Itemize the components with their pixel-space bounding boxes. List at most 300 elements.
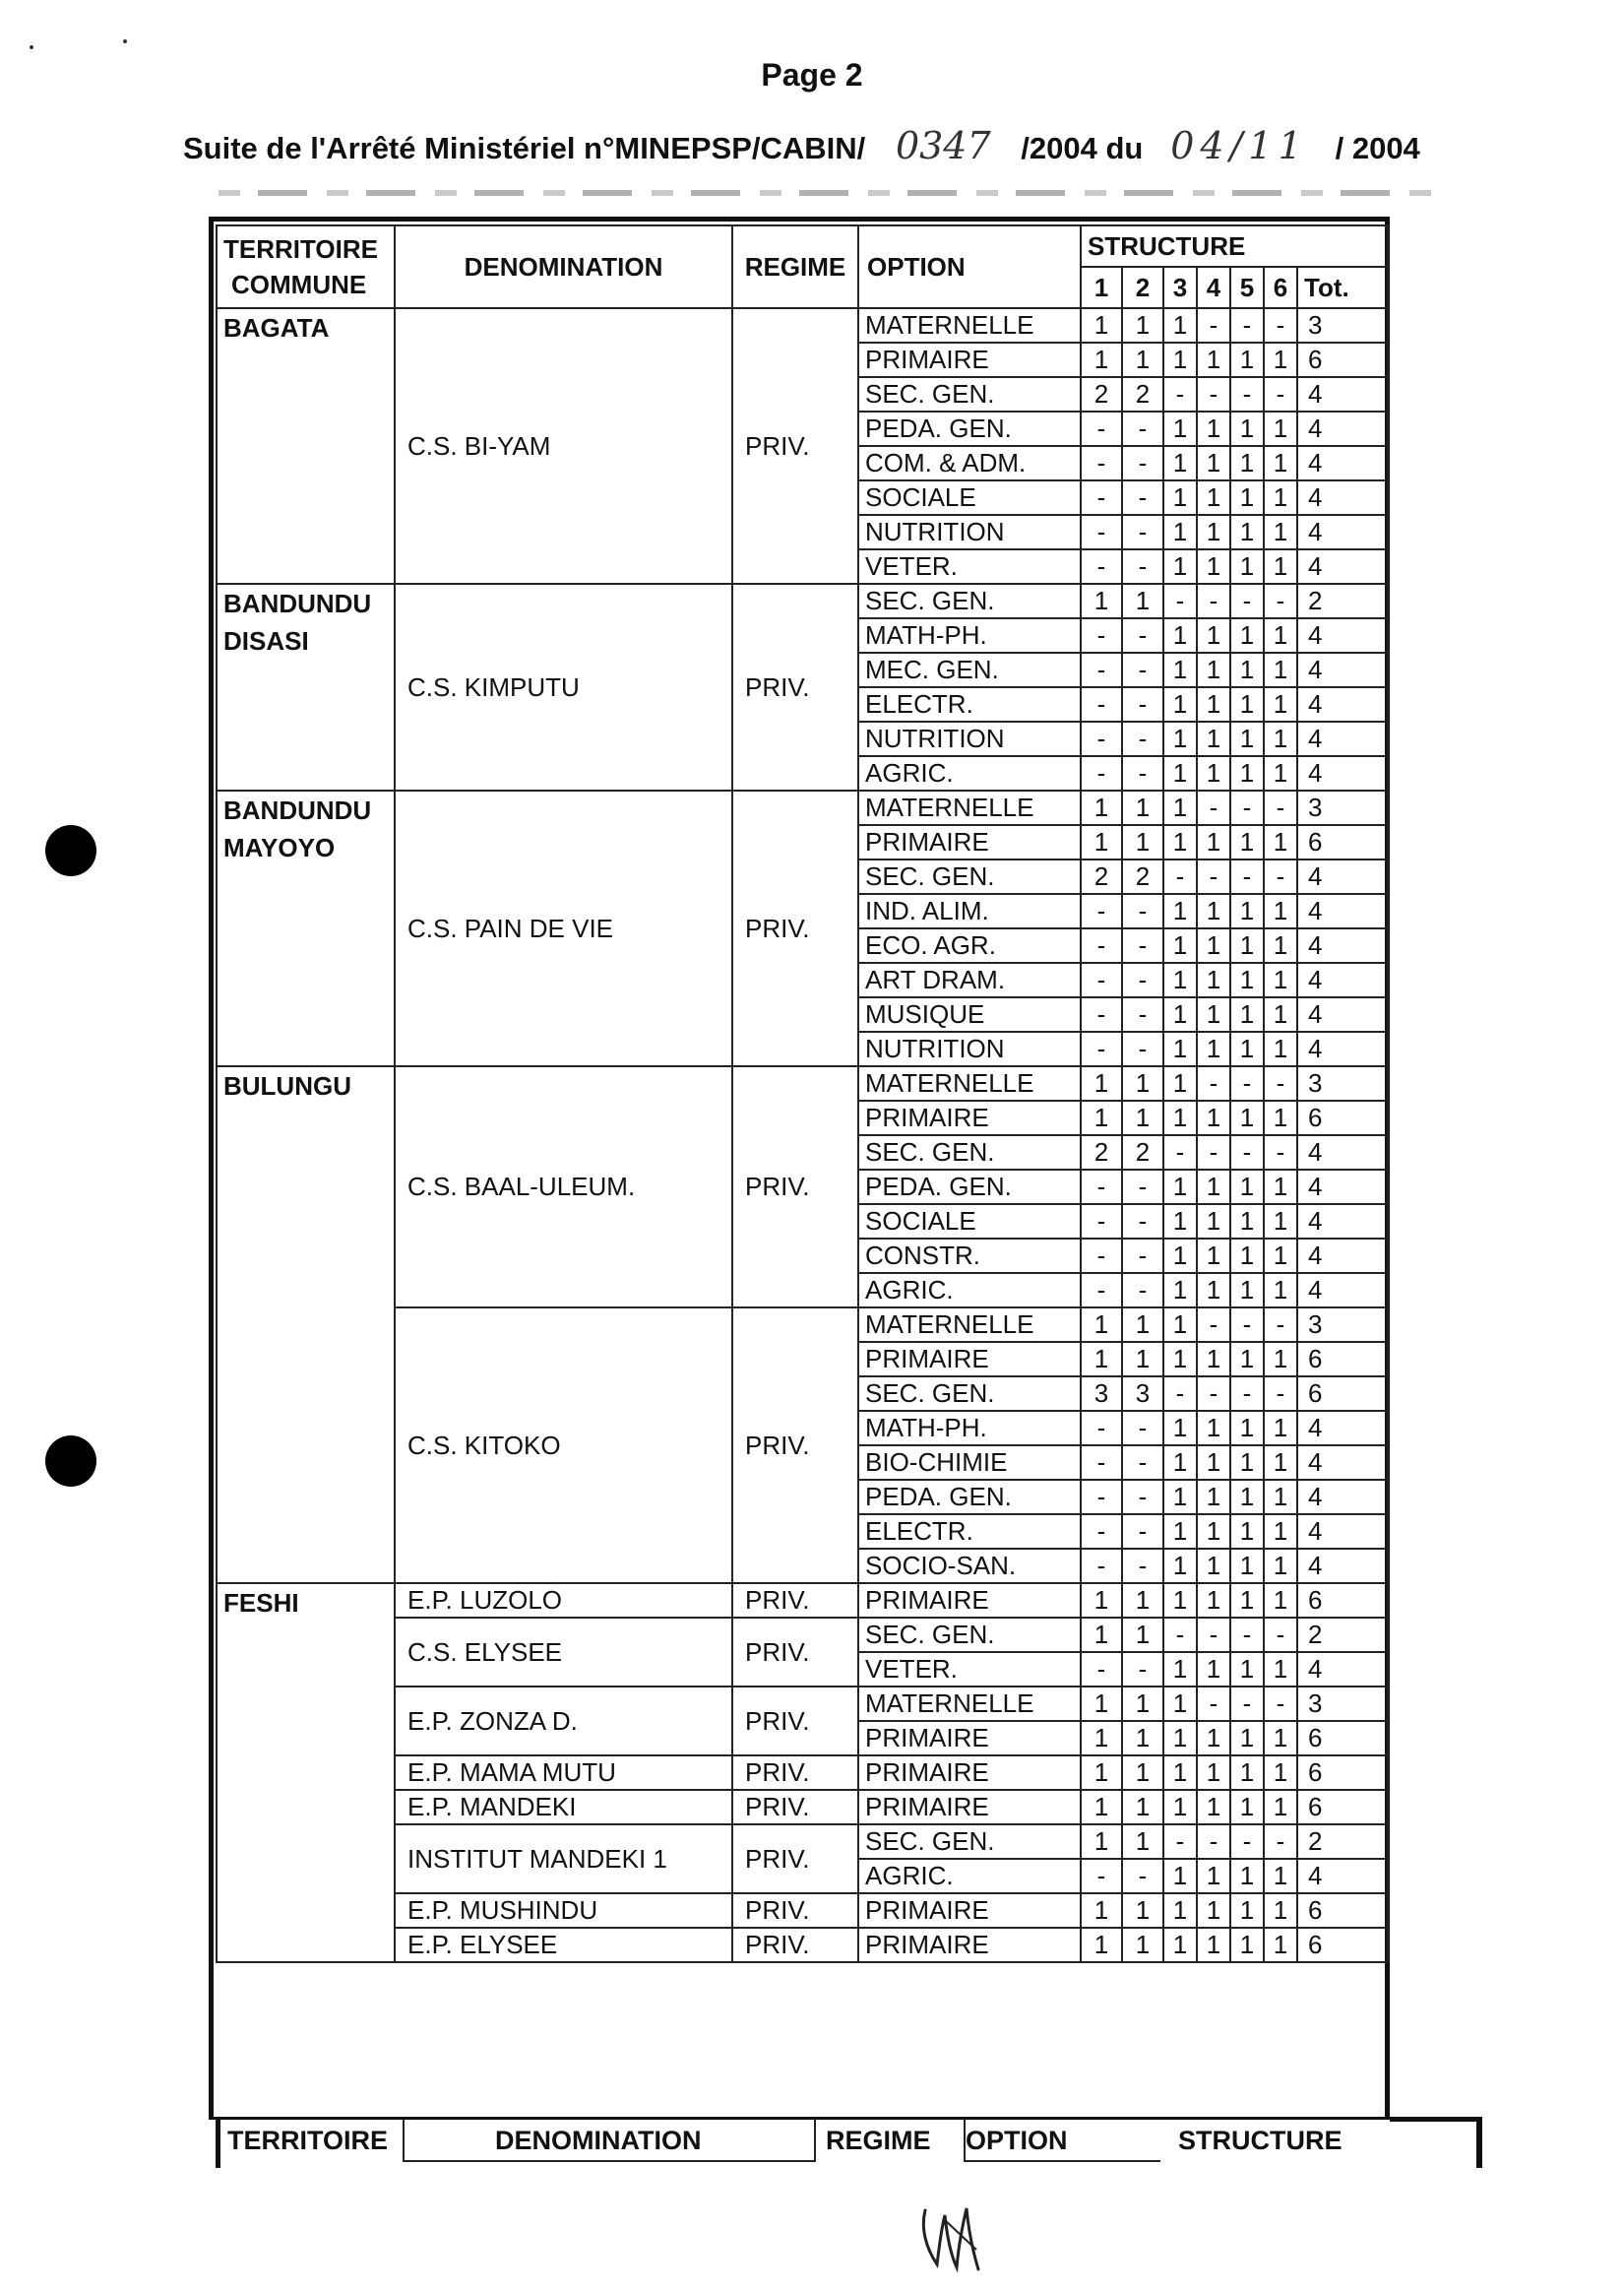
cell-level-6: 1 <box>1264 687 1297 722</box>
cell-level-6: - <box>1264 1376 1297 1411</box>
cell-total: 6 <box>1297 1755 1388 1790</box>
cell-level-2: - <box>1122 549 1163 584</box>
cell-level-3: 1 <box>1163 1790 1197 1824</box>
cell-option: SEC. GEN. <box>858 1618 1081 1652</box>
date-separator: / <box>1229 124 1249 167</box>
cell-total: 4 <box>1297 1514 1388 1549</box>
cell-level-6: 1 <box>1264 515 1297 549</box>
cell-level-6: 1 <box>1264 825 1297 860</box>
cell-level-6: 1 <box>1264 343 1297 377</box>
cell-regime: PRIV. <box>732 1307 858 1583</box>
header-territoire-commune <box>217 225 395 308</box>
cell-level-5: - <box>1230 1376 1264 1411</box>
cell-level-3: 1 <box>1163 1032 1197 1066</box>
cell-level-2: 1 <box>1122 1307 1163 1342</box>
cell-option: MATH-PH. <box>858 1411 1081 1445</box>
cell-level-5: - <box>1230 584 1264 618</box>
cell-level-3: 1 <box>1163 480 1197 515</box>
cell-denomination: C.S. ELYSEE <box>395 1618 732 1687</box>
cell-level-5: 1 <box>1230 928 1264 963</box>
cell-regime: PRIV. <box>732 308 858 584</box>
cell-level-4: 1 <box>1197 825 1230 860</box>
cell-level-3: 1 <box>1163 1480 1197 1514</box>
cell-level-1: 2 <box>1081 860 1122 894</box>
cell-regime: PRIV. <box>732 1893 858 1928</box>
cell-total: 6 <box>1297 1101 1388 1135</box>
cell-option: SEC. GEN. <box>858 1376 1081 1411</box>
cell-level-4: 1 <box>1197 1273 1230 1307</box>
cell-option: PRIMAIRE <box>858 1928 1081 1962</box>
cell-level-6: 1 <box>1264 1273 1297 1307</box>
cell-regime: PRIV. <box>732 1824 858 1893</box>
cell-option: NUTRITION <box>858 722 1081 756</box>
cell-level-4: 1 <box>1197 928 1230 963</box>
cell-option: AGRIC. <box>858 1859 1081 1893</box>
cell-total: 6 <box>1297 825 1388 860</box>
schools-table <box>216 224 1389 1963</box>
cell-level-3: - <box>1163 584 1197 618</box>
cell-level-3: 1 <box>1163 1583 1197 1618</box>
cell-level-3: 1 <box>1163 1170 1197 1204</box>
cell-level-6: 1 <box>1264 1204 1297 1239</box>
cell-level-1: - <box>1081 1273 1122 1307</box>
cell-option: SEC. GEN. <box>858 1135 1081 1170</box>
cell-total: 4 <box>1297 1273 1388 1307</box>
cell-level-5: - <box>1230 860 1264 894</box>
cell-level-4: 1 <box>1197 412 1230 446</box>
cell-level-1: 1 <box>1081 1583 1122 1618</box>
cell-level-6: 1 <box>1264 722 1297 756</box>
page-number: Page 2 <box>761 57 863 93</box>
cell-option: PEDA. GEN. <box>858 412 1081 446</box>
cell-level-1: - <box>1081 653 1122 687</box>
cell-level-4: 1 <box>1197 1032 1230 1066</box>
cell-option: MEC. GEN. <box>858 653 1081 687</box>
cell-denomination: C.S. BAAL-ULEUM. <box>395 1066 732 1307</box>
cell-level-2: - <box>1122 1514 1163 1549</box>
cell-total: 6 <box>1297 1721 1388 1755</box>
cell-denomination: E.P. LUZOLO <box>395 1583 732 1618</box>
table-row <box>217 791 1388 825</box>
cell-level-4: 1 <box>1197 722 1230 756</box>
cell-level-3: - <box>1163 377 1197 412</box>
cell-level-1: - <box>1081 1480 1122 1514</box>
cell-level-2: 1 <box>1122 791 1163 825</box>
cell-denomination: E.P. MANDEKI <box>395 1790 732 1824</box>
punch-hole <box>45 825 96 876</box>
cell-level-1: - <box>1081 515 1122 549</box>
cell-level-3: 1 <box>1163 653 1197 687</box>
cell-level-3: 1 <box>1163 1893 1197 1928</box>
cell-level-1: - <box>1081 549 1122 584</box>
cell-level-4: 1 <box>1197 756 1230 791</box>
cell-level-5: 1 <box>1230 446 1264 480</box>
cell-total: 6 <box>1297 1342 1388 1376</box>
cell-level-4: 1 <box>1197 963 1230 997</box>
cell-level-1: 1 <box>1081 1928 1122 1962</box>
cell-total: 4 <box>1297 997 1388 1032</box>
cell-level-1: - <box>1081 412 1122 446</box>
cell-level-6: 1 <box>1264 756 1297 791</box>
cell-option: MATH-PH. <box>858 618 1081 653</box>
cell-level-1: - <box>1081 446 1122 480</box>
cell-total: 4 <box>1297 1239 1388 1273</box>
cell-level-3: 1 <box>1163 722 1197 756</box>
cell-level-1: 3 <box>1081 1376 1122 1411</box>
cell-level-1: - <box>1081 963 1122 997</box>
cell-level-1: 1 <box>1081 1101 1122 1135</box>
cell-level-1: - <box>1081 1514 1122 1549</box>
cell-level-1: - <box>1081 894 1122 928</box>
cell-level-6: 1 <box>1264 446 1297 480</box>
cell-total: 3 <box>1297 1307 1388 1342</box>
table-header-row <box>217 225 1388 267</box>
cell-total: 3 <box>1297 308 1388 343</box>
cell-level-5: 1 <box>1230 722 1264 756</box>
cell-option: MATERNELLE <box>858 1066 1081 1101</box>
cell-total: 4 <box>1297 1411 1388 1445</box>
cell-total: 4 <box>1297 722 1388 756</box>
cell-level-3: 1 <box>1163 1342 1197 1376</box>
cell-total: 6 <box>1297 1790 1388 1824</box>
cell-level-2: 1 <box>1122 343 1163 377</box>
footer-header-regime: REGIME <box>826 2126 931 2155</box>
cell-level-5: 1 <box>1230 343 1264 377</box>
cell-level-1: 2 <box>1081 377 1122 412</box>
cell-level-3: 1 <box>1163 1514 1197 1549</box>
cell-level-4: 1 <box>1197 515 1230 549</box>
cell-level-3: 1 <box>1163 1307 1197 1342</box>
cell-level-6: 1 <box>1264 894 1297 928</box>
cell-option: MATERNELLE <box>858 1687 1081 1721</box>
cell-level-2: - <box>1122 1549 1163 1583</box>
cell-level-3: - <box>1163 1618 1197 1652</box>
cell-level-6: 1 <box>1264 1721 1297 1755</box>
cell-level-6: 1 <box>1264 653 1297 687</box>
header-commune: COMMUNE <box>231 270 367 299</box>
cell-regime: PRIV. <box>732 584 858 791</box>
cell-level-3: 1 <box>1163 1066 1197 1101</box>
cell-level-6: - <box>1264 584 1297 618</box>
cell-level-6: 1 <box>1264 1549 1297 1583</box>
cell-level-3: 1 <box>1163 308 1197 343</box>
cell-level-4: 1 <box>1197 549 1230 584</box>
cell-level-2: 2 <box>1122 860 1163 894</box>
punch-hole <box>45 1435 96 1487</box>
territoire-label: DISASI <box>223 626 309 656</box>
cell-level-2: - <box>1122 894 1163 928</box>
cell-total: 6 <box>1297 1928 1388 1962</box>
cell-level-1: 2 <box>1081 1135 1122 1170</box>
cell-level-5: 1 <box>1230 1032 1264 1066</box>
cell-level-2: - <box>1122 1445 1163 1480</box>
cell-level-3: - <box>1163 1824 1197 1859</box>
cell-level-1: 1 <box>1081 308 1122 343</box>
cell-level-5: - <box>1230 1135 1264 1170</box>
cell-level-4: - <box>1197 377 1230 412</box>
cell-level-3: 1 <box>1163 963 1197 997</box>
cell-total: 4 <box>1297 480 1388 515</box>
scan-noise-line <box>219 190 1449 196</box>
cell-level-4: 1 <box>1197 1411 1230 1445</box>
cell-level-5: - <box>1230 308 1264 343</box>
cell-level-3: 1 <box>1163 1411 1197 1445</box>
cell-level-6: - <box>1264 1618 1297 1652</box>
cell-level-4: - <box>1197 1376 1230 1411</box>
cell-total: 4 <box>1297 928 1388 963</box>
cell-level-2: - <box>1122 963 1163 997</box>
cell-level-6: 1 <box>1264 1480 1297 1514</box>
cell-level-5: - <box>1230 1618 1264 1652</box>
cell-option: PRIMAIRE <box>858 343 1081 377</box>
cell-total: 4 <box>1297 377 1388 412</box>
cell-regime: PRIV. <box>732 791 858 1066</box>
cell-level-3: 1 <box>1163 928 1197 963</box>
cell-level-2: 2 <box>1122 1135 1163 1170</box>
cell-territoire <box>217 1066 395 1583</box>
cell-total: 4 <box>1297 687 1388 722</box>
cell-denomination: E.P. ZONZA D. <box>395 1687 732 1755</box>
cell-territoire <box>217 1583 395 1962</box>
cell-denomination: E.P. MUSHINDU <box>395 1893 732 1928</box>
cell-option: ART DRAM. <box>858 963 1081 997</box>
cell-level-2: - <box>1122 928 1163 963</box>
cell-option: PRIMAIRE <box>858 1790 1081 1824</box>
cell-level-4: 1 <box>1197 1721 1230 1755</box>
cell-option: BIO-CHIMIE <box>858 1445 1081 1480</box>
cell-total: 6 <box>1297 1376 1388 1411</box>
cell-level-6: 1 <box>1264 1239 1297 1273</box>
cell-level-4: 1 <box>1197 1652 1230 1687</box>
cell-level-1: 1 <box>1081 1755 1122 1790</box>
cell-level-6: - <box>1264 1687 1297 1721</box>
cell-level-5: 1 <box>1230 997 1264 1032</box>
cell-level-1: - <box>1081 618 1122 653</box>
cell-level-1: - <box>1081 1170 1122 1204</box>
cell-level-5: 1 <box>1230 1928 1264 1962</box>
cell-level-6: - <box>1264 377 1297 412</box>
cell-level-5: - <box>1230 1824 1264 1859</box>
cell-option: SEC. GEN. <box>858 860 1081 894</box>
cell-level-2: - <box>1122 1170 1163 1204</box>
cell-level-3: 1 <box>1163 549 1197 584</box>
cell-level-6: 1 <box>1264 1790 1297 1824</box>
heading-prefix: Suite de l'Arrêté Ministériel n°MINEPSP/CABIN/ <box>183 131 866 165</box>
cell-option: SOCIALE <box>858 480 1081 515</box>
cell-option: AGRIC. <box>858 1273 1081 1307</box>
cell-level-2: 1 <box>1122 584 1163 618</box>
cell-regime: PRIV. <box>732 1583 858 1618</box>
cell-level-2: - <box>1122 756 1163 791</box>
header-level-4: 4 <box>1197 267 1230 308</box>
cell-level-2: - <box>1122 412 1163 446</box>
cell-level-1: - <box>1081 756 1122 791</box>
repeated-header-row <box>216 2119 1485 2164</box>
cell-total: 2 <box>1297 584 1388 618</box>
header-denomination: DENOMINATION <box>395 225 732 308</box>
cell-level-5: 1 <box>1230 1342 1264 1376</box>
cell-level-2: 1 <box>1122 1790 1163 1824</box>
cell-level-5: 1 <box>1230 1583 1264 1618</box>
cell-level-1: 1 <box>1081 1687 1122 1721</box>
cell-level-3: 1 <box>1163 997 1197 1032</box>
cell-level-2: - <box>1122 997 1163 1032</box>
cell-level-2: - <box>1122 480 1163 515</box>
cell-level-6: 1 <box>1264 1583 1297 1618</box>
cell-total: 4 <box>1297 1204 1388 1239</box>
cell-total: 3 <box>1297 1066 1388 1101</box>
cell-level-2: 1 <box>1122 1101 1163 1135</box>
cell-level-1: - <box>1081 1652 1122 1687</box>
cell-level-5: 1 <box>1230 1859 1264 1893</box>
cell-denomination: C.S. KITOKO <box>395 1307 732 1583</box>
cell-level-5: 1 <box>1230 515 1264 549</box>
cell-level-3: 1 <box>1163 446 1197 480</box>
cell-level-1: 1 <box>1081 1342 1122 1376</box>
cell-level-5: 1 <box>1230 618 1264 653</box>
cell-level-1: - <box>1081 1204 1122 1239</box>
cell-level-1: - <box>1081 687 1122 722</box>
cell-level-6: 1 <box>1264 412 1297 446</box>
cell-level-2: 1 <box>1122 1618 1163 1652</box>
cell-total: 4 <box>1297 653 1388 687</box>
cell-option: SEC. GEN. <box>858 1824 1081 1859</box>
cell-level-2: 1 <box>1122 1721 1163 1755</box>
cell-level-5: 1 <box>1230 1411 1264 1445</box>
handwritten-decree-number: 0347 <box>895 124 991 167</box>
cell-level-3: 1 <box>1163 1101 1197 1135</box>
cell-level-3: 1 <box>1163 412 1197 446</box>
cell-level-5: 1 <box>1230 412 1264 446</box>
cell-level-2: - <box>1122 618 1163 653</box>
handwritten-date <box>1156 124 1323 167</box>
cell-level-6: 1 <box>1264 928 1297 963</box>
cell-total: 4 <box>1297 963 1388 997</box>
cell-level-6: 1 <box>1264 1652 1297 1687</box>
cell-option: SOCIO-SAN. <box>858 1549 1081 1583</box>
cell-level-5: 1 <box>1230 1239 1264 1273</box>
header-structure: STRUCTURE <box>1081 225 1388 267</box>
cell-option: PRIMAIRE <box>858 1893 1081 1928</box>
cell-level-6: 1 <box>1264 1411 1297 1445</box>
header-level-3: 3 <box>1163 267 1197 308</box>
cell-option: ECO. AGR. <box>858 928 1081 963</box>
cell-level-3: 1 <box>1163 1273 1197 1307</box>
cell-level-5: 1 <box>1230 1445 1264 1480</box>
header-regime: REGIME <box>732 225 858 308</box>
cell-level-4: 1 <box>1197 653 1230 687</box>
cell-level-4: 1 <box>1197 1583 1230 1618</box>
header-level-5: 5 <box>1230 267 1264 308</box>
table-row <box>217 1583 1388 1618</box>
cell-level-4: 1 <box>1197 1549 1230 1583</box>
cell-option: COM. & ADM. <box>858 446 1081 480</box>
cell-level-5: - <box>1230 377 1264 412</box>
table-body <box>217 308 1388 1962</box>
cell-option: PRIMAIRE <box>858 1755 1081 1790</box>
cell-level-2: - <box>1122 1859 1163 1893</box>
cell-level-2: 1 <box>1122 1687 1163 1721</box>
cell-territoire <box>217 584 395 791</box>
cell-level-3: 1 <box>1163 1721 1197 1755</box>
cell-level-6: - <box>1264 1307 1297 1342</box>
cell-total: 2 <box>1297 1618 1388 1652</box>
cell-level-4: - <box>1197 860 1230 894</box>
cell-level-5: 1 <box>1230 1273 1264 1307</box>
cell-total: 6 <box>1297 343 1388 377</box>
cell-denomination: C.S. BI-YAM <box>395 308 732 584</box>
cell-level-4: 1 <box>1197 446 1230 480</box>
cell-level-6: - <box>1264 791 1297 825</box>
cell-level-5: 1 <box>1230 1721 1264 1755</box>
cell-level-1: 1 <box>1081 791 1122 825</box>
cell-level-3: - <box>1163 1135 1197 1170</box>
cell-level-3: 1 <box>1163 618 1197 653</box>
cell-level-6: 1 <box>1264 1170 1297 1204</box>
cell-level-1: - <box>1081 1411 1122 1445</box>
cell-denomination: E.P. MAMA MUTU <box>395 1755 732 1790</box>
cell-level-4: 1 <box>1197 1101 1230 1135</box>
cell-level-4: 1 <box>1197 1514 1230 1549</box>
cell-total: 4 <box>1297 1170 1388 1204</box>
cell-level-1: 1 <box>1081 1721 1122 1755</box>
cell-total: 4 <box>1297 446 1388 480</box>
cell-level-2: - <box>1122 515 1163 549</box>
cell-level-4: - <box>1197 308 1230 343</box>
cell-level-6: 1 <box>1264 549 1297 584</box>
footer-header-structure: STRUCTURE <box>1178 2126 1343 2155</box>
cell-level-4: 1 <box>1197 1170 1230 1204</box>
cell-level-1: 1 <box>1081 1307 1122 1342</box>
cell-level-6: 1 <box>1264 1101 1297 1135</box>
cell-level-5: 1 <box>1230 963 1264 997</box>
cell-level-4: - <box>1197 1824 1230 1859</box>
cell-level-1: 1 <box>1081 825 1122 860</box>
cell-level-5: 1 <box>1230 653 1264 687</box>
scan-speck <box>123 39 127 43</box>
cell-option: PEDA. GEN. <box>858 1480 1081 1514</box>
cell-level-5: 1 <box>1230 1652 1264 1687</box>
cell-territoire <box>217 308 395 584</box>
cell-level-4: 1 <box>1197 1790 1230 1824</box>
cell-denomination: C.S. PAIN DE VIE <box>395 791 732 1066</box>
cell-level-2: - <box>1122 446 1163 480</box>
cell-level-6: 1 <box>1264 480 1297 515</box>
footer-header-option: OPTION <box>964 2119 1160 2162</box>
cell-level-1: 1 <box>1081 1790 1122 1824</box>
header-level-total: Tot. <box>1297 267 1388 308</box>
cell-level-6: 1 <box>1264 1032 1297 1066</box>
cell-level-6: 1 <box>1264 997 1297 1032</box>
table-row <box>217 1066 1388 1101</box>
cell-level-4: 1 <box>1197 1239 1230 1273</box>
cell-level-2: - <box>1122 1480 1163 1514</box>
cell-level-4: 1 <box>1197 618 1230 653</box>
cell-total: 6 <box>1297 1583 1388 1618</box>
cell-level-4: 1 <box>1197 997 1230 1032</box>
cell-level-3: - <box>1163 1376 1197 1411</box>
cell-level-2: - <box>1122 1652 1163 1687</box>
cell-level-4: 1 <box>1197 1445 1230 1480</box>
cell-level-5: 1 <box>1230 1893 1264 1928</box>
cell-level-4: - <box>1197 1618 1230 1652</box>
cell-option: PRIMAIRE <box>858 1721 1081 1755</box>
cell-level-6: - <box>1264 308 1297 343</box>
header-level-1: 1 <box>1081 267 1122 308</box>
cell-option: ELECTR. <box>858 1514 1081 1549</box>
cell-level-2: 1 <box>1122 1755 1163 1790</box>
cell-level-1: 1 <box>1081 584 1122 618</box>
